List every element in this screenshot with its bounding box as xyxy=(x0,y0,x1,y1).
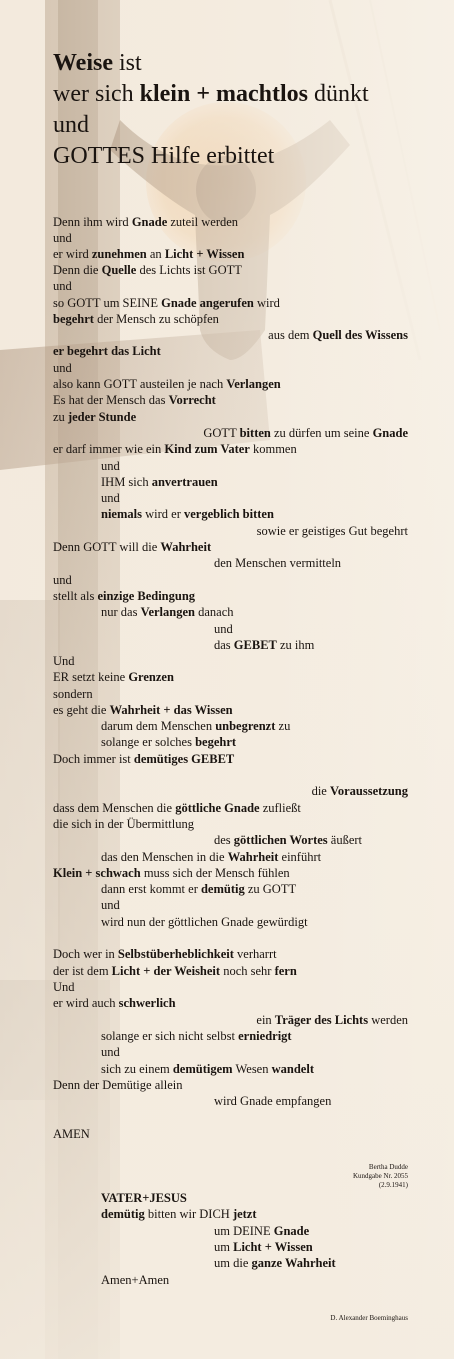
emphasized-text: Kind zum Vater xyxy=(164,442,250,456)
text-segment: an xyxy=(146,247,165,261)
text-segment: und xyxy=(101,459,120,473)
emphasized-text: er begehrt das Licht xyxy=(53,344,161,358)
emphasized-text: Vorrecht xyxy=(168,393,216,407)
text-segment: um xyxy=(214,1240,234,1254)
poem-line xyxy=(53,669,174,685)
poem-line xyxy=(101,474,218,490)
text-segment: werden xyxy=(368,1013,408,1027)
emphasized-text: Klein + schwach xyxy=(53,866,141,880)
text-segment: ist xyxy=(113,50,142,76)
emphasized-text: niemals xyxy=(101,507,142,521)
text-segment: sowie er geistiges Gut begehrt xyxy=(256,524,408,538)
poem-line xyxy=(101,1044,120,1060)
emphasized-text: anvertrauen xyxy=(151,475,218,489)
poem-line xyxy=(214,637,314,653)
text-segment: Denn ihm wird xyxy=(53,215,132,229)
emphasized-text: schwerlich xyxy=(118,996,176,1010)
emphasized-text: demütig xyxy=(101,1207,145,1221)
emphasized-text: Quell des Wissens xyxy=(312,328,408,342)
poem-line xyxy=(101,490,120,506)
text-segment: danach xyxy=(194,605,234,619)
emphasized-text: Gnade xyxy=(372,426,408,440)
text-segment: einführt xyxy=(278,850,322,864)
text-segment: Doch wer in xyxy=(53,947,118,961)
poem-line xyxy=(53,360,72,376)
poem-line xyxy=(53,702,233,718)
text-segment: wird nun der göttlichen Gnade gewürdigt xyxy=(101,915,308,929)
poem-line xyxy=(101,734,236,750)
poem-line xyxy=(101,1061,314,1077)
poem-line xyxy=(101,914,308,930)
text-segment: IHM sich xyxy=(101,475,152,489)
poem-line xyxy=(53,441,297,457)
text-segment: und xyxy=(53,112,89,138)
poem-line xyxy=(53,588,195,604)
emphasized-text: GEBET xyxy=(233,638,277,652)
poem-line xyxy=(257,523,408,539)
emphasized-text: Voraussetzung xyxy=(329,784,408,798)
text-segment: er wird auch xyxy=(53,996,119,1010)
text-segment: Es hat der Mensch das xyxy=(53,393,169,407)
text-segment: das xyxy=(214,638,234,652)
emphasized-text: klein + machtlos xyxy=(139,81,308,107)
poem-line xyxy=(214,1239,313,1255)
poem-line xyxy=(256,1012,408,1028)
text-segment: den Menschen vermitteln xyxy=(214,556,342,570)
emphasized-text: einzige Bedingung xyxy=(97,589,196,603)
poem-line xyxy=(53,343,161,359)
emphasized-text: fern xyxy=(274,964,297,978)
text-segment: dann erst kommt er xyxy=(101,882,201,896)
poem-line xyxy=(53,539,211,555)
poem-line xyxy=(53,572,72,588)
text-segment: GOTT xyxy=(203,426,240,440)
poem-line xyxy=(53,376,281,392)
poem-line xyxy=(53,686,93,702)
source-kundgabe: Kundgabe Nr. 2055 xyxy=(352,1172,408,1180)
emphasized-text: Licht + der Weisheit xyxy=(111,964,221,978)
source-date: (2.9.1941) xyxy=(378,1181,408,1189)
text-segment: noch sehr xyxy=(220,964,275,978)
emphasized-text: vergeblich bitten xyxy=(183,507,274,521)
text-segment: nur das xyxy=(101,605,141,619)
emphasized-text: Grenzen xyxy=(128,670,174,684)
emphasized-text: Selbstüberheblichkeit xyxy=(117,947,234,961)
source-author: Bertha Dudde xyxy=(368,1163,408,1171)
poem-line xyxy=(53,246,244,262)
poem-line xyxy=(214,621,233,637)
text-segment: Denn der Demütige allein xyxy=(53,1078,183,1092)
text-segment: Amen+Amen xyxy=(101,1273,170,1287)
text-segment: stellt als xyxy=(53,589,98,603)
emphasized-text: jeder Stunde xyxy=(67,410,137,424)
poem-line xyxy=(214,1255,336,1271)
image-credit: D. Alexander Boeminghaus xyxy=(330,1314,408,1322)
text-segment: wird er xyxy=(141,507,184,521)
title-line xyxy=(53,48,369,79)
emphasized-text: Wahrheit + das Wissen xyxy=(109,703,233,717)
text-segment: äußert xyxy=(327,833,363,847)
text-segment: es geht die xyxy=(53,703,110,717)
text-segment: und xyxy=(101,1045,120,1059)
text-segment: die xyxy=(311,784,330,798)
text-segment: zuteil werden xyxy=(167,215,239,229)
poem-line xyxy=(53,409,136,425)
emphasized-text: Weise xyxy=(53,50,113,76)
poem-line xyxy=(53,214,238,230)
text-segment: AMEN xyxy=(53,1127,90,1141)
poem-line xyxy=(101,1190,187,1206)
emphasized-text: Träger des Lichts xyxy=(274,1013,369,1027)
title-line xyxy=(53,79,369,110)
emphasized-text: wandelt xyxy=(271,1062,314,1076)
poem-line xyxy=(53,1126,90,1142)
poem-line xyxy=(53,816,194,832)
text-segment: zu dürfen um seine xyxy=(270,426,373,440)
text-segment: solange er solches xyxy=(101,735,196,749)
emphasized-text: demütig xyxy=(200,882,245,896)
text-segment: kommen xyxy=(249,442,297,456)
emphasized-text: Quelle xyxy=(101,263,137,277)
text-segment: zu xyxy=(275,719,291,733)
text-segment: um die xyxy=(214,1256,252,1270)
text-segment: bitten wir DICH xyxy=(144,1207,233,1221)
poem-line xyxy=(101,1206,257,1222)
emphasized-text: Wahrheit xyxy=(227,850,279,864)
poem-line xyxy=(101,506,274,522)
text-segment: so GOTT um SEINE xyxy=(53,296,162,310)
emphasized-text: Verlangen xyxy=(226,377,281,391)
poem-line xyxy=(312,783,408,799)
emphasized-text: Licht + Wissen xyxy=(164,247,245,261)
text-segment: Wesen xyxy=(232,1062,272,1076)
text-segment: dass dem Menschen die xyxy=(53,801,176,815)
text-segment: solange er sich nicht selbst xyxy=(101,1029,239,1043)
emphasized-text: göttlichen Wortes xyxy=(233,833,328,847)
emphasized-text: unbegrenzt xyxy=(215,719,276,733)
emphasized-text: Gnade xyxy=(273,1224,310,1238)
emphasized-text: bitten xyxy=(239,426,271,440)
emphasized-text: erniedrigt xyxy=(238,1029,292,1043)
poem-line xyxy=(214,555,341,571)
text-segment: Denn die xyxy=(53,263,102,277)
emphasized-text: ganze Wahrheit xyxy=(251,1256,336,1270)
poem-line xyxy=(203,425,408,441)
title-line xyxy=(53,110,369,141)
poem-line xyxy=(53,392,216,408)
poem-line xyxy=(53,295,280,311)
text-segment: verharrt xyxy=(233,947,277,961)
text-segment: des xyxy=(214,833,234,847)
text-segment: sondern xyxy=(53,687,93,701)
text-segment: wird xyxy=(253,296,280,310)
poem-title xyxy=(53,48,369,172)
poem-line xyxy=(53,230,72,246)
poem-line xyxy=(53,946,277,962)
text-segment: um DEINE xyxy=(214,1224,274,1238)
text-segment: dünkt xyxy=(308,81,369,107)
text-segment: zu GOTT xyxy=(244,882,297,896)
poem-line xyxy=(53,311,219,327)
text-segment: wer sich xyxy=(53,81,140,107)
poem-line xyxy=(214,1223,309,1239)
text-segment: GOTTES Hilfe erbittet xyxy=(53,143,275,169)
poem-line xyxy=(53,262,242,278)
text-segment: zu xyxy=(53,410,68,424)
text-segment: ein xyxy=(256,1013,275,1027)
poem-line xyxy=(268,327,408,343)
text-segment: die sich in der Übermittlung xyxy=(53,817,194,831)
poem-line xyxy=(53,995,176,1011)
poem-line xyxy=(101,881,296,897)
text-segment: Doch immer ist xyxy=(53,752,134,766)
poem-line xyxy=(101,1028,292,1044)
text-segment: muss sich der Mensch fühlen xyxy=(140,866,290,880)
text-segment: zu ihm xyxy=(276,638,315,652)
text-segment: Und xyxy=(53,654,75,668)
text-segment: und xyxy=(53,231,72,245)
poem-line xyxy=(214,1093,331,1109)
text-segment: und xyxy=(53,573,72,587)
text-segment: er wird xyxy=(53,247,92,261)
text-segment: aus dem xyxy=(268,328,313,342)
poem-line xyxy=(53,963,297,979)
text-segment: und xyxy=(214,622,233,636)
emphasized-text: Verlangen xyxy=(140,605,195,619)
text-segment: Und xyxy=(53,980,75,994)
poem-line xyxy=(101,718,290,734)
poem-line xyxy=(53,979,75,995)
poem-line xyxy=(53,800,301,816)
poem-line xyxy=(53,751,234,767)
poem-line xyxy=(101,458,120,474)
text-segment: ER setzt keine xyxy=(53,670,129,684)
emphasized-text: begehrt xyxy=(195,735,237,749)
poem-line xyxy=(101,1272,169,1288)
poem-line xyxy=(101,897,120,913)
emphasized-text: göttliche Gnade xyxy=(175,801,260,815)
poem-line xyxy=(53,278,72,294)
text-segment: also kann GOTT austeilen je nach xyxy=(53,377,227,391)
emphasized-text: Wahrheit xyxy=(160,540,212,554)
emphasized-text: Gnade xyxy=(131,215,168,229)
poem-line xyxy=(101,849,321,865)
title-line xyxy=(53,141,369,172)
poem-line xyxy=(53,1077,182,1093)
emphasized-text: Gnade angerufen xyxy=(161,296,254,310)
text-segment: das den Menschen in die xyxy=(101,850,228,864)
poem-line xyxy=(53,653,75,669)
emphasized-text: demütiges GEBET xyxy=(133,752,235,766)
text-segment: der Mensch zu schöpfen xyxy=(93,312,219,326)
poem-line xyxy=(53,865,290,881)
text-segment: und xyxy=(53,361,72,375)
emphasized-text: zunehmen xyxy=(91,247,147,261)
poem-line xyxy=(101,604,234,620)
text-segment: des Lichts ist GOTT xyxy=(136,263,242,277)
text-segment: Denn GOTT will die xyxy=(53,540,161,554)
text-segment: und xyxy=(53,279,72,293)
text-segment: der ist dem xyxy=(53,964,112,978)
text-segment: sich zu einem xyxy=(101,1062,173,1076)
text-segment: er darf immer wie ein xyxy=(53,442,165,456)
text-segment: zufließt xyxy=(259,801,301,815)
emphasized-text: begehrt xyxy=(53,312,94,326)
text-segment: und xyxy=(101,491,120,505)
text-segment: wird Gnade empfangen xyxy=(214,1094,332,1108)
text-segment: und xyxy=(101,898,120,912)
text-segment: darum dem Menschen xyxy=(101,719,216,733)
emphasized-text: VATER+JESUS xyxy=(101,1191,187,1205)
emphasized-text: demütigem xyxy=(172,1062,233,1076)
emphasized-text: jetzt xyxy=(232,1207,257,1221)
emphasized-text: Licht + Wissen xyxy=(233,1240,313,1254)
poem-line xyxy=(214,832,362,848)
